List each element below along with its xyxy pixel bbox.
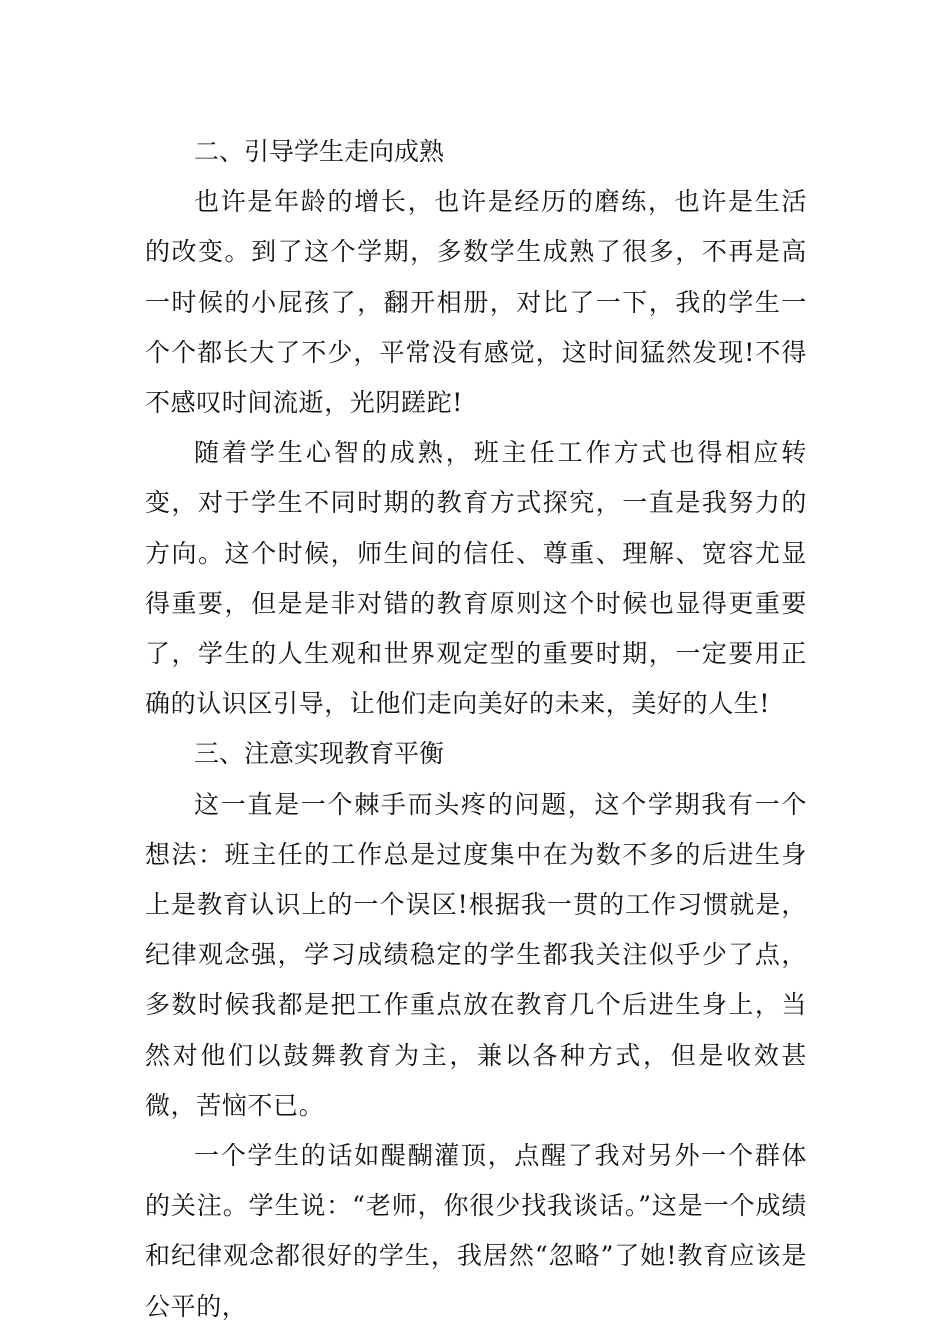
paragraph: 这一直是一个棘手而头疼的问题，这个学期我有一个想法：班主任的工作总是过度集中在为数不多的后进生身上是教育认识上的一个误区!根据我一贯的工作习惯就是，纪律观念强，学习成绩稳定的学生都我关注似乎少了点，多数时候我都是把工作重点放在教育几个后进生身上，当然对他们以鼓舞教育为主，兼以各种方式，但是收效甚微，苦恼不已。 [145, 789, 807, 1120]
paragraph: 随着学生心智的成熟，班主任工作方式也得相应转变，对于学生不同时期的教育方式探究，一直是我努力的方向。这个时候，师生间的信任、尊重、理解、宽容尤显得重要，但是是非对错的教育原则这个时候也显得更重要了，学生的人生观和世界观定型的重要时期，一定要用正确的认识区引导，让他们走向美好的未来，美好的人生! [145, 438, 807, 719]
paragraph: 一个学生的话如醍醐灌顶，点醒了我对另外一个群体的关注。学生说：“老师，你很少找我谈话。”这是一个成绩和纪律观念都很好的学生，我居然“忽略”了她!教育应该是公平的， [145, 1141, 807, 1321]
paragraph: 也许是年龄的增长，也许是经历的磨练，也许是生活的改变。到了这个学期，多数学生成熟了很多，不再是高一时候的小屁孩了，翻开相册，对比了一下，我的学生一个个都长大了不少，平常没有感觉，这时间猛然发现!不得不感叹时间流逝，光阴蹉跎! [145, 187, 807, 418]
section-heading: 二、引导学生走向成熟 [194, 137, 445, 166]
section-heading: 三、注意实现教育平衡 [194, 739, 445, 769]
document-body [145, 127, 807, 1332]
